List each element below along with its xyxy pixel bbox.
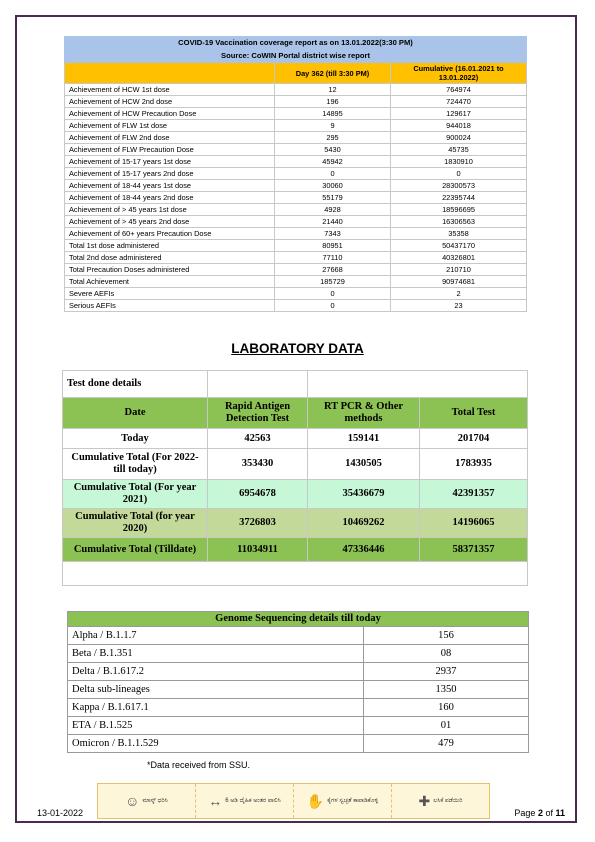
vaccination-cumulative-value: 2 bbox=[391, 288, 527, 300]
lab-row-label: Cumulative Total (Tilldate) bbox=[63, 538, 208, 562]
vaccination-row bbox=[65, 120, 527, 132]
genome-body bbox=[68, 627, 529, 753]
vaccination-day-value: 0 bbox=[275, 288, 391, 300]
banner-handwash bbox=[294, 784, 392, 818]
vaccination-day-value: 45942 bbox=[275, 156, 391, 168]
vaccination-row-label: Total Achievement bbox=[65, 276, 275, 288]
vaccination-row bbox=[65, 192, 527, 204]
vaccination-day-value: 0 bbox=[275, 168, 391, 180]
vaccination-cumulative-value: 0 bbox=[391, 168, 527, 180]
banner-distance bbox=[196, 784, 294, 818]
vaccination-day-value: 4928 bbox=[275, 204, 391, 216]
vaccination-row bbox=[65, 84, 527, 96]
vaccination-day-value: 185729 bbox=[275, 276, 391, 288]
page-num: 2 bbox=[537, 808, 543, 818]
vaccination-cumulative-value: 45735 bbox=[391, 144, 527, 156]
vaccination-row-label: Achievement of 15-17 years 2nd dose bbox=[65, 168, 275, 180]
vaccination-row bbox=[65, 288, 527, 300]
vaccination-row bbox=[65, 300, 527, 312]
vaccination-row-label: Achievement of > 45 years 2nd dose bbox=[65, 216, 275, 228]
vaccination-day-value: 295 bbox=[275, 132, 391, 144]
lab-row-tilldate bbox=[63, 538, 528, 562]
variant-count: 01 bbox=[364, 717, 529, 735]
lab-row-label: Cumulative Total (for year 2020) bbox=[63, 509, 208, 538]
handwash-icon: ✋ bbox=[306, 792, 325, 809]
banner-distance-text: 6 ಅಡಿ ದೈಹಿಕ ಅಂತರ ಪಾಲಿಸಿ bbox=[225, 797, 281, 804]
lab-row-label: Cumulative Total (For year 2021) bbox=[63, 480, 208, 509]
vaccination-header-blank bbox=[65, 63, 275, 84]
genome-row bbox=[68, 627, 529, 645]
vaccination-day-value: 21440 bbox=[275, 216, 391, 228]
data-source-footnote: *Data received from SSU. bbox=[147, 760, 251, 770]
vaccination-row bbox=[65, 180, 527, 192]
banner-vaccine bbox=[392, 784, 489, 818]
lab-header-rat: Rapid Antigen Detection Test bbox=[208, 398, 308, 429]
vaccination-day-value: 12 bbox=[275, 84, 391, 96]
vaccination-cumulative-value: 900024 bbox=[391, 132, 527, 144]
vaccination-row-label: Total Precaution Doses administered bbox=[65, 264, 275, 276]
vaccination-row-label: Achievement of FLW 2nd dose bbox=[65, 132, 275, 144]
vaccination-day-value: 196 bbox=[275, 96, 391, 108]
vaccination-day-value: 7343 bbox=[275, 228, 391, 240]
lab-blank-row bbox=[63, 562, 528, 586]
genome-row bbox=[68, 699, 529, 717]
lab-cell-rtpcr: 1430505 bbox=[308, 449, 420, 480]
vaccination-day-value: 77110 bbox=[275, 252, 391, 264]
lab-cell-rat: 11034911 bbox=[208, 538, 308, 562]
vaccination-row-label: Achievement of FLW Precaution Dose bbox=[65, 144, 275, 156]
vaccination-day-value: 9 bbox=[275, 120, 391, 132]
vaccination-cumulative-value: 16306563 bbox=[391, 216, 527, 228]
variant-name: Delta sub-lineages bbox=[68, 681, 364, 699]
lab-cell-rtpcr: 35436679 bbox=[308, 480, 420, 509]
vaccination-row bbox=[65, 264, 527, 276]
vaccination-row-label: Achievement of HCW 2nd dose bbox=[65, 96, 275, 108]
vaccination-cumulative-value: 129617 bbox=[391, 108, 527, 120]
vaccination-cumulative-value: 944018 bbox=[391, 120, 527, 132]
vaccination-day-value: 30060 bbox=[275, 180, 391, 192]
syringe-icon: ✚ bbox=[418, 792, 431, 809]
lab-empty bbox=[208, 371, 308, 398]
banner-handwash-text: ಕೈಗಳ ಸ್ವಚ್ಛತೆ ಕಾಪಾಡಿಕೊಳ್ಳಿ bbox=[327, 797, 379, 804]
vaccination-row-label: Achievement of 18-44 years 1st dose bbox=[65, 180, 275, 192]
lab-cell-rat: 6954678 bbox=[208, 480, 308, 509]
vaccination-row bbox=[65, 144, 527, 156]
vaccination-row bbox=[65, 108, 527, 120]
lab-cell-total: 1783935 bbox=[420, 449, 528, 480]
distance-icon: ↔ bbox=[208, 793, 223, 809]
vaccination-title-1: COVID-19 Vaccination coverage report as on 13.01.2022(3:30 PM) bbox=[65, 37, 527, 50]
page-mid: of bbox=[542, 808, 556, 818]
variant-count: 2937 bbox=[364, 663, 529, 681]
vaccination-cumulative-value: 22395744 bbox=[391, 192, 527, 204]
vaccination-cumulative-value: 724470 bbox=[391, 96, 527, 108]
vaccination-header-cumulative: Cumulative (16.01.2021 to 13.01.2022) bbox=[391, 63, 527, 84]
vaccination-day-value: 0 bbox=[275, 300, 391, 312]
lab-empty bbox=[308, 371, 528, 398]
vaccination-body bbox=[65, 84, 527, 312]
vaccination-row-label: Achievement of 15-17 years 1st dose bbox=[65, 156, 275, 168]
vaccination-cumulative-value: 28300573 bbox=[391, 180, 527, 192]
genome-row bbox=[68, 735, 529, 753]
vaccination-row-label: Achievement of HCW Precaution Dose bbox=[65, 108, 275, 120]
vaccination-row bbox=[65, 216, 527, 228]
vaccination-row-label: Achievement of 60+ years Precaution Dose bbox=[65, 228, 275, 240]
vaccination-row bbox=[65, 252, 527, 264]
vaccination-row bbox=[65, 96, 527, 108]
lab-table-title: Test done details bbox=[63, 371, 208, 398]
lab-cell-rat: 3726803 bbox=[208, 509, 308, 538]
lab-row-2021 bbox=[63, 480, 528, 509]
vaccination-row bbox=[65, 168, 527, 180]
lab-row-2022 bbox=[63, 449, 528, 480]
vaccination-row bbox=[65, 204, 527, 216]
vaccination-row bbox=[65, 276, 527, 288]
vaccination-title-2: Source: CoWIN Portal district wise report bbox=[65, 50, 527, 63]
vaccination-cumulative-value: 50437170 bbox=[391, 240, 527, 252]
lab-header-rtpcr: RT PCR & Other methods bbox=[308, 398, 420, 429]
lab-row-label: Today bbox=[63, 429, 208, 449]
page-total: 11 bbox=[555, 808, 565, 818]
variant-name: Alpha / B.1.1.7 bbox=[68, 627, 364, 645]
banner-mask bbox=[98, 784, 196, 818]
lab-row-2020 bbox=[63, 509, 528, 538]
lab-table bbox=[62, 370, 528, 586]
genome-row bbox=[68, 717, 529, 735]
lab-header-total: Total Test bbox=[420, 398, 528, 429]
vaccination-row-label: Achievement of HCW 1st dose bbox=[65, 84, 275, 96]
vaccination-cumulative-value: 23 bbox=[391, 300, 527, 312]
lab-cell-rtpcr: 10469262 bbox=[308, 509, 420, 538]
vaccination-day-value: 5430 bbox=[275, 144, 391, 156]
vaccination-cumulative-value: 1830910 bbox=[391, 156, 527, 168]
variant-name: Delta / B.1.617.2 bbox=[68, 663, 364, 681]
lab-cell-total: 58371357 bbox=[420, 538, 528, 562]
vaccination-row-label: Achievement of > 45 years 1st dose bbox=[65, 204, 275, 216]
lab-row-today bbox=[63, 429, 528, 449]
vaccination-cumulative-value: 35358 bbox=[391, 228, 527, 240]
variant-count: 160 bbox=[364, 699, 529, 717]
banner-mask-text: ಮಾಸ್ಕ್ ಧರಿಸಿ bbox=[142, 797, 168, 804]
mask-icon: ☺ bbox=[125, 793, 140, 809]
variant-name: Kappa / B.1.617.1 bbox=[68, 699, 364, 717]
vaccination-cumulative-value: 18596695 bbox=[391, 204, 527, 216]
footer-date: 13-01-2022 bbox=[37, 808, 84, 818]
footer-page-number bbox=[514, 808, 565, 818]
lab-cell-total: 201704 bbox=[420, 429, 528, 449]
vaccination-row bbox=[65, 228, 527, 240]
genome-row bbox=[68, 663, 529, 681]
variant-count: 156 bbox=[364, 627, 529, 645]
vaccination-table bbox=[64, 36, 527, 312]
variant-name: Beta / B.1.351 bbox=[68, 645, 364, 663]
vaccination-cumulative-value: 90974681 bbox=[391, 276, 527, 288]
vaccination-row bbox=[65, 156, 527, 168]
vaccination-header-day: Day 362 (till 3:30 PM) bbox=[275, 63, 391, 84]
vaccination-day-value: 14895 bbox=[275, 108, 391, 120]
variant-count: 479 bbox=[364, 735, 529, 753]
vaccination-row bbox=[65, 240, 527, 252]
vaccination-cumulative-value: 764974 bbox=[391, 84, 527, 96]
vaccination-cumulative-value: 40326801 bbox=[391, 252, 527, 264]
lab-cell-rtpcr: 159141 bbox=[308, 429, 420, 449]
banner-vaccine-text: ಲಸಿಕೆ ಪಡೆಯಿರಿ bbox=[433, 797, 463, 804]
genome-row bbox=[68, 645, 529, 663]
genome-table bbox=[67, 611, 529, 753]
laboratory-title: LABORATORY DATA bbox=[231, 341, 364, 356]
lab-cell-rtpcr: 47336446 bbox=[308, 538, 420, 562]
genome-row bbox=[68, 681, 529, 699]
covid-appropriate-behaviour-banner bbox=[97, 783, 490, 819]
lab-cell-rat: 353430 bbox=[208, 449, 308, 480]
vaccination-day-value: 55179 bbox=[275, 192, 391, 204]
genome-title: Genome Sequencing details till today bbox=[68, 612, 529, 627]
vaccination-row-label: Achievement of FLW 1st dose bbox=[65, 120, 275, 132]
lab-row-label: Cumulative Total (For 2022- till today) bbox=[63, 449, 208, 480]
vaccination-row-label: Total 1st dose administered bbox=[65, 240, 275, 252]
vaccination-row-label: Serious AEFIs bbox=[65, 300, 275, 312]
variant-count: 08 bbox=[364, 645, 529, 663]
vaccination-row-label: Total 2nd dose administered bbox=[65, 252, 275, 264]
variant-count: 1350 bbox=[364, 681, 529, 699]
variant-name: Omicron / B.1.1.529 bbox=[68, 735, 364, 753]
vaccination-cumulative-value: 210710 bbox=[391, 264, 527, 276]
vaccination-row-label: Achievement of 18-44 years 2nd dose bbox=[65, 192, 275, 204]
lab-cell-rat: 42563 bbox=[208, 429, 308, 449]
lab-cell-total: 42391357 bbox=[420, 480, 528, 509]
lab-cell-total: 14196065 bbox=[420, 509, 528, 538]
variant-name: ETA / B.1.525 bbox=[68, 717, 364, 735]
vaccination-day-value: 80951 bbox=[275, 240, 391, 252]
page-prefix: Page bbox=[514, 808, 538, 818]
lab-header-date: Date bbox=[63, 398, 208, 429]
vaccination-row-label: Severe AEFIs bbox=[65, 288, 275, 300]
vaccination-day-value: 27668 bbox=[275, 264, 391, 276]
vaccination-row bbox=[65, 132, 527, 144]
